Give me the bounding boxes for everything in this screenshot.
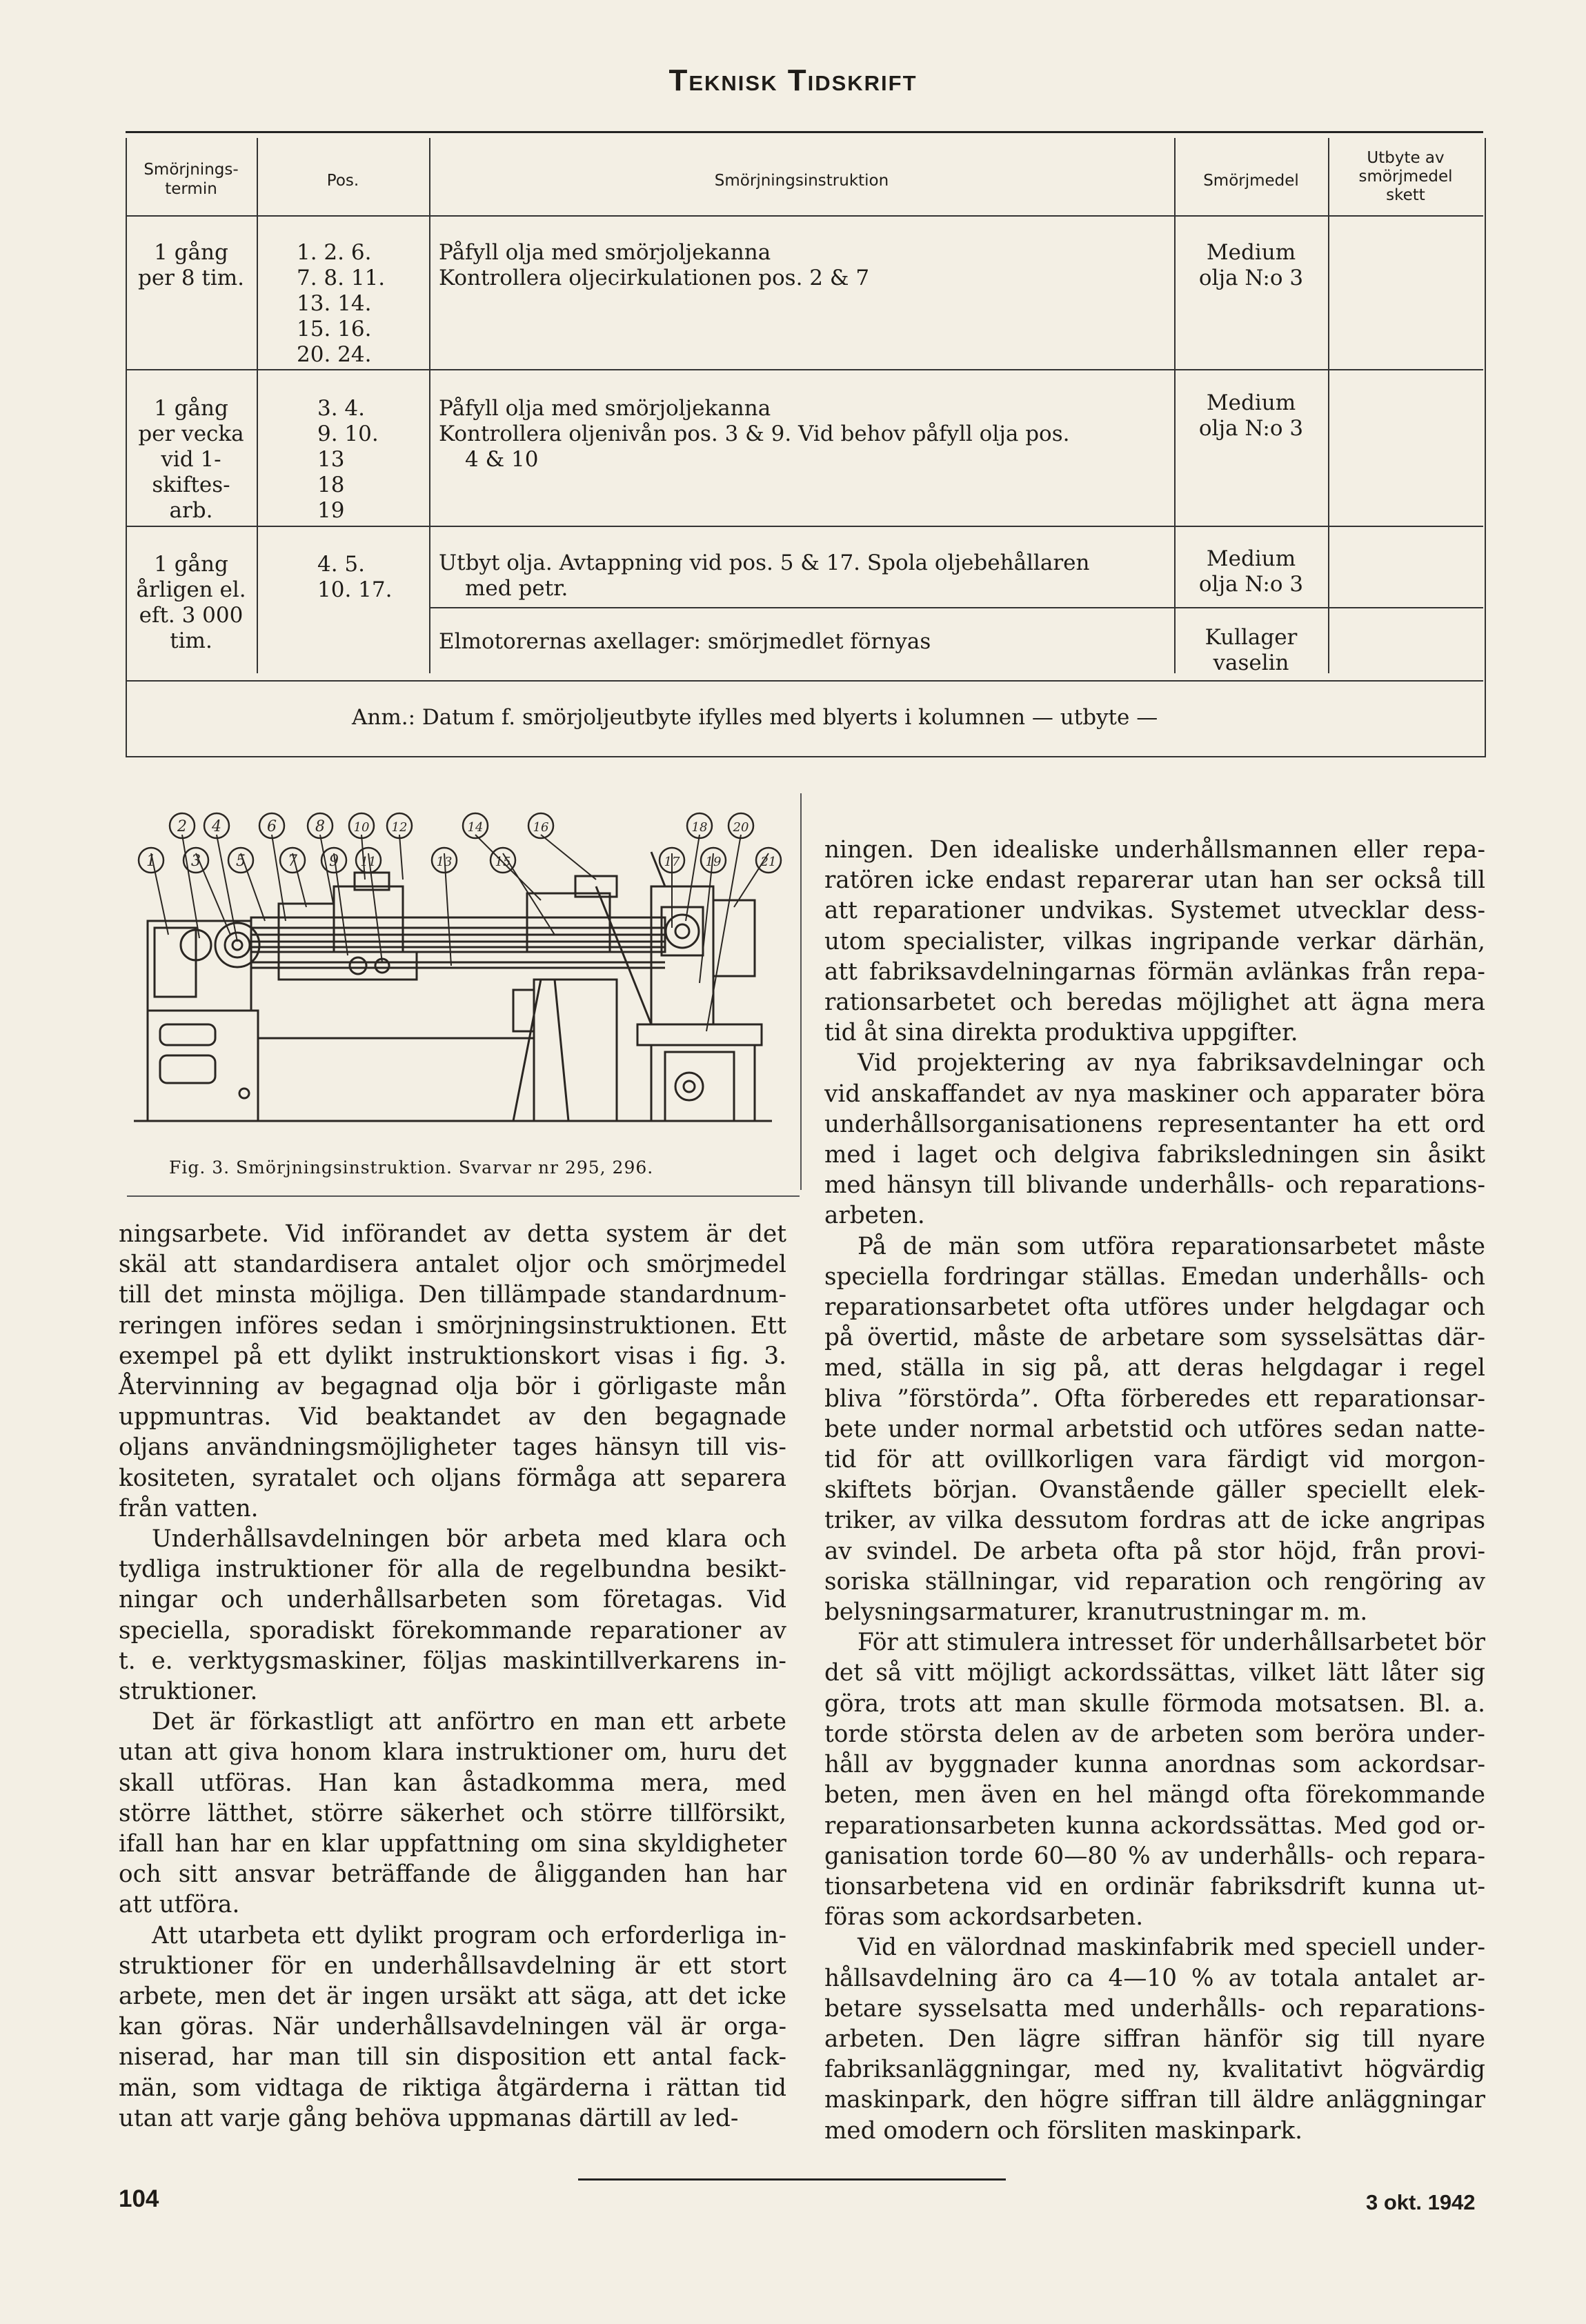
table-rule — [126, 215, 1483, 217]
paragraph — [119, 1524, 786, 1707]
text-line: Vid projektering av nya fabriksavdelningar och — [858, 1049, 1485, 1077]
callout-label: 21 — [760, 855, 777, 869]
issue-date: 3 okt. 1942 — [1366, 2190, 1476, 2214]
text-line: reringen införes sedan i smörjningsinstruktionen. Ett — [119, 1311, 786, 1340]
text-line: män, som vidtaga de riktiga åtgärderna i rättan tid — [119, 2074, 786, 2102]
callout-label: 7 — [288, 853, 297, 870]
text-line: niserad, har man till sin disposition ett antal fack- — [119, 2043, 786, 2072]
callout-label: 17 — [664, 855, 680, 869]
paragraph — [824, 1231, 1485, 1628]
callout-label: 4 — [212, 818, 221, 835]
text-line: torde största delen av de arbeten som beröra under- — [824, 1720, 1485, 1748]
text-line: från vatten. — [119, 1494, 259, 1522]
paragraph — [119, 1707, 786, 1920]
header-utbyte: Utbyte av smörjmedel skett — [1358, 149, 1453, 204]
text-line: beten, men även en hel mängd ofta förekommande — [824, 1781, 1485, 1809]
text-line: uppmuntras. Vid beaktandet av den begagnade — [119, 1403, 786, 1431]
text-line: med omodern och försliten maskinpark. — [824, 2116, 1302, 2145]
text-line: t. e. verktygsmaskiner, följas maskintillverkarens in- — [119, 1647, 786, 1675]
text-line: av svindel. De arbeta ofta på stor höjd, från provi- — [824, 1537, 1485, 1565]
row3-instruction-2: Elmotorernas axellager: smörjmedlet förnyas — [439, 629, 931, 654]
text-line: rationsarbetet och beredas möjlighet att ägna mera — [824, 989, 1485, 1017]
table-rule — [1328, 138, 1329, 673]
text-line: utan att giva honom klara instruktioner om, huru det — [119, 1738, 786, 1767]
paragraph — [824, 835, 1485, 1048]
text-line: utom specialister, vilkas ingripande verkar därhän, — [824, 927, 1485, 955]
text-line: betare sysselsatta med underhålls- och reparations- — [824, 1994, 1485, 2023]
row2-instruction: Påfyll olja med smörjoljekanna Kontrollera oljenivån pos. 3 & 9. Vid behov påfyll olja pos. 4 & 10 — [439, 396, 1070, 472]
text-line: soriska ställningar, vid reparation och rengöring av — [824, 1567, 1485, 1596]
text-line: oljans användningsmöjligheter tages hänsyn till vis- — [119, 1433, 786, 1462]
text-line: Återvinning av begagnad olja bör i görligaste mån — [119, 1373, 786, 1401]
callout-label: 16 — [533, 820, 549, 835]
text-line: skäl att standardisera antalet oljor och smörjmedel — [119, 1251, 786, 1279]
text-line: kan göras. När underhållsavdelningen väl är orga- — [119, 2013, 786, 2041]
callout-label: 9 — [329, 853, 339, 870]
row1-instruction: Påfyll olja med smörjoljekanna Kontrollera oljecirkulationen pos. 2 & 7 — [439, 240, 870, 290]
row2-pos: 3. 4. 9. 10. 13 18 19 — [317, 396, 379, 523]
text-line: utan att varje gång behöva uppmanas därtill av led- — [119, 2104, 739, 2132]
table-rule — [126, 526, 1483, 527]
table-rule — [126, 369, 1483, 370]
text-line: tydliga instruktioner för alla de regelbundna besikt- — [119, 1556, 786, 1584]
text-line: arbeten. Den lägre siffran hänför sig till nyare — [824, 2025, 1485, 2053]
row1-pos: 1. 2. 6. 7. 8. 11. 13. 14. 15. 16. 20. 24. — [297, 240, 386, 367]
paragraph — [119, 1219, 786, 1524]
table-rule — [429, 607, 1483, 608]
row3-instruction: Utbyt olja. Avtappning vid pos. 5 & 17. Spola oljebehållaren med petr. — [439, 550, 1090, 601]
table-note: Anm.: Datum f. smörjoljeutbyte ifylles med blyerts i kolumnen — utbyte — — [352, 705, 1158, 730]
text-line: speciella fordringar ställas. Emedan underhålls- och — [824, 1262, 1485, 1291]
footer-rule — [578, 2178, 1006, 2181]
text-line: På de män som utföra reparationsarbetet måste — [858, 1232, 1485, 1260]
masthead: Teknisk Tidskrift — [668, 63, 918, 97]
header-instruction: Smörjningsinstruktion — [714, 172, 889, 190]
callout-label: 5 — [236, 853, 246, 870]
text-line: arbeten. — [824, 1202, 925, 1230]
paragraph — [824, 1627, 1485, 1932]
page-number: 104 — [119, 2185, 159, 2212]
column-rule — [800, 793, 802, 1190]
figure-rule — [127, 1195, 800, 1197]
table-rule — [429, 138, 430, 673]
text-line: tid för att ovillkorligen vara färdigt vid morgon- — [824, 1446, 1485, 1474]
callout-label: 19 — [705, 855, 722, 869]
text-line: reparationsarbetet ofta utföres under helgdagar och — [824, 1293, 1485, 1322]
paragraph — [119, 1920, 786, 2134]
text-line: struktioner för en underhållsavdelning är ett stort — [119, 1951, 786, 1980]
text-line: arbete, men det är ingen ursäkt att säga, att det icke — [119, 1983, 786, 2011]
text-line: större lätthet, större säkerhet och större tillförsikt, — [119, 1799, 786, 1827]
text-line: ifall han har en klar uppfattning om sina skyldigheter — [119, 1830, 786, 1858]
text-line: För att stimulera intresset för underhållsarbetet bör — [858, 1629, 1485, 1657]
callout-label: 15 — [495, 855, 511, 869]
paragraph — [824, 1048, 1485, 1231]
header-pos: Pos. — [326, 172, 359, 190]
text-line: ningar och underhållsarbeten som företagas. Vid — [119, 1586, 786, 1614]
text-line: till det minsta möjliga. Den tillämpade standardnum- — [119, 1281, 786, 1309]
text-line: att reparationer undvikas. Systemet utvecklar dess- — [824, 897, 1485, 925]
text-line: skiftets början. Ovanstående gäller speciellt elek- — [824, 1476, 1485, 1504]
text-line: ganisation torde 60—80 % av underhålls- och repara- — [824, 1842, 1485, 1870]
text-line: föras som ackordsarbeten. — [824, 1903, 1144, 1931]
body-column-right — [824, 835, 1485, 2146]
callout-label: 3 — [191, 853, 201, 870]
text-line: fabriksanläggningar, med ny, kvalitativt högvärdig — [824, 2056, 1485, 2084]
callout-label: 1 — [146, 853, 156, 870]
row3-term: 1 gång årligen el. eft. 3 000 tim. — [136, 552, 246, 653]
text-line: ningen. Den idealiske underhållsmannen eller repa- — [824, 836, 1485, 864]
callout-label: 10 — [353, 820, 370, 835]
body-column-left — [119, 1219, 786, 2134]
text-line: skall utföras. Han kan åstadkomma mera, med — [119, 1769, 786, 1797]
text-line: speciella, sporadiskt förekommande reparationer av — [119, 1616, 786, 1645]
callout-label: 2 — [177, 818, 187, 835]
text-line: att utföra. — [119, 1891, 240, 1919]
callout-label: 20 — [733, 820, 749, 835]
row3-pos: 4. 5. 10. 17. — [317, 552, 393, 602]
text-line: det så vitt möjligt ackordssättas, vilket lätt låter sig — [824, 1659, 1485, 1687]
table-rule — [257, 138, 258, 673]
row3-medel: Medium olja N:o 3 — [1198, 546, 1304, 597]
text-line: Det är förkastligt att anförtro en man ett arbete — [152, 1708, 786, 1736]
text-line: exempel på ett dylikt instruktionskort visas i fig. 3. — [119, 1342, 786, 1370]
row2-medel: Medium olja N:o 3 — [1198, 390, 1304, 441]
row2-term: 1 gång per vecka vid 1-skiftes- arb. — [138, 396, 244, 523]
text-line: med hänsyn till blivande underhålls- och reparations- — [824, 1171, 1485, 1200]
paragraph — [824, 1932, 1485, 2145]
header-rule — [126, 131, 1483, 133]
figure-caption: Fig. 3. Smörjningsinstruktion. Svarvar nr 295, 296. — [169, 1158, 654, 1178]
header-medel: Smörjmedel — [1203, 172, 1299, 190]
text-line: maskinpark, den högre siffran till äldre anläggningar — [824, 2086, 1485, 2114]
text-line: vid anskaffandet av nya maskiner och apparater böra — [824, 1080, 1485, 1108]
text-line: belysningsarmaturer, kranutrustningar m. m. — [824, 1598, 1368, 1627]
callout-label: 8 — [315, 818, 325, 835]
text-line: ningsarbete. Vid införandet av detta system är det — [119, 1220, 786, 1248]
row1-medel: Medium olja N:o 3 — [1198, 240, 1304, 290]
text-line: underhållsorganisationens representanter ha ett ord — [824, 1110, 1485, 1138]
text-line: tid åt sina direkta produktiva uppgifter. — [824, 1019, 1298, 1047]
text-line: kositeten, syratalet och oljans förmåga att separera — [119, 1464, 786, 1492]
lathe-figure — [127, 804, 800, 1190]
text-line: struktioner. — [119, 1678, 258, 1706]
callout-label: 12 — [391, 820, 408, 835]
text-line: på övertid, måste de arbetare som sysselsättas där- — [824, 1324, 1485, 1352]
text-line: med, ställa in sig på, att deras helgdagar i regel — [824, 1354, 1485, 1382]
header-term: Smörjnings- termin — [143, 161, 239, 198]
text-line: tionsarbetena vid en ordinär fabriksdrift kunna ut- — [824, 1872, 1485, 1900]
text-line: med i laget och delgiva fabriksledningen sin åsikt — [824, 1141, 1485, 1169]
text-line: hållsavdelning äro ca 4—10 % av totala antalet ar- — [824, 1964, 1485, 1992]
callout-label: 13 — [436, 855, 453, 869]
text-line: bliva ”förstörda”. Ofta förberedes ett reparationsar- — [824, 1384, 1485, 1413]
callout-label: 6 — [267, 818, 277, 835]
row1-term: 1 gång per 8 tim. — [137, 240, 245, 290]
text-line: att fabriksavdelningarnas förmän avlänkas från repa- — [824, 957, 1485, 986]
text-line: triker, av vilka dessutom fordras att de icke angripas — [824, 1507, 1485, 1535]
text-line: ratören icke endast reparerar utan han ser också till — [824, 866, 1485, 895]
callout-label: 14 — [467, 820, 484, 835]
text-line: Underhållsavdelningen bör arbeta med klara och — [152, 1525, 786, 1553]
text-line: reparationsarbeten kunna ackordssättas. Med god or- — [824, 1811, 1485, 1840]
callout-label: 11 — [360, 855, 377, 869]
text-line: göra, trots att man skulle förmoda motsatsen. Bl. a. — [824, 1689, 1485, 1718]
text-line: Vid en välordnad maskinfabrik med speciell under- — [858, 1934, 1485, 1962]
callout-label: 18 — [691, 820, 708, 835]
text-line: bete under normal arbetstid och utföres sedan natte- — [824, 1415, 1485, 1443]
text-line: och sitt ansvar beträffande de åligganden han har — [119, 1860, 786, 1889]
row3-medel-2: Kullager vaselin — [1205, 625, 1298, 675]
text-line: Att utarbeta ett dylikt program och erforderliga in- — [152, 1921, 786, 1949]
table-rule — [126, 680, 1483, 682]
text-line: håll av byggnader kunna anordnas som ackordsar- — [824, 1751, 1485, 1779]
